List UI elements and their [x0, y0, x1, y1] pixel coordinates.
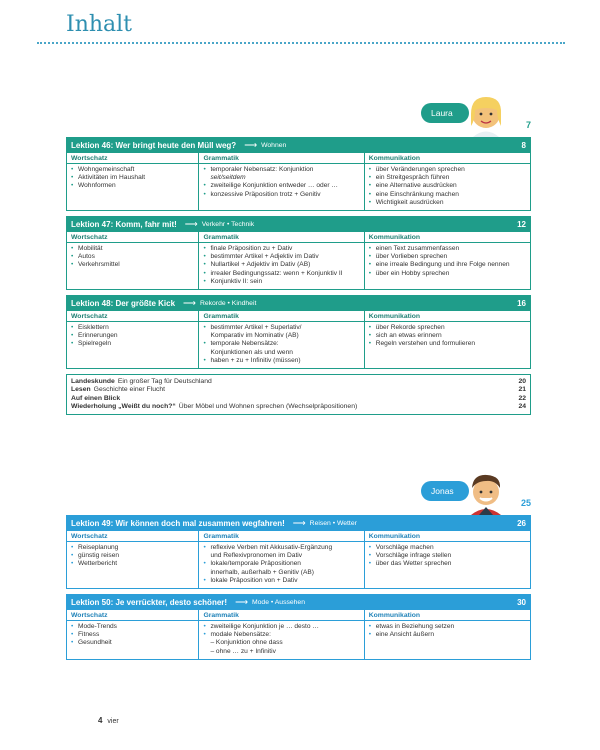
persona-label: Laura — [421, 103, 469, 123]
list-item: • Verkehrsmittel — [71, 261, 194, 269]
list-item: • Reiseplanung — [71, 544, 194, 552]
lesson-header[interactable] — [67, 595, 530, 610]
persona-page-number: 7 — [525, 120, 531, 130]
list-item: • bestimmter Artikel + Adjektiv im Dativ — [203, 253, 359, 261]
kommunikation-column — [364, 232, 530, 289]
lesson-topic: Rekorde • Kindheit — [199, 300, 257, 308]
list-item: • Vorschläge machen — [369, 544, 526, 552]
list-item: • eine irreale Bedingung und ihre Folge nennen — [369, 261, 526, 269]
list-item: • eine Alternative ausdrücken — [369, 182, 526, 190]
list-item: • irrealer Bedingungssatz: wenn + Konjunktiv II — [203, 270, 359, 278]
column-header: Kommunikation — [365, 232, 530, 243]
lesson-title: Lektion 47: Komm, fahr mit! — [71, 220, 177, 230]
column-header: Kommunikation — [365, 531, 530, 542]
extra-page: 24 — [518, 402, 526, 410]
list-item: • ein Streitgespräch führen — [369, 174, 526, 182]
lesson-header[interactable] — [67, 296, 530, 311]
lesson-page: 12 — [517, 220, 526, 230]
list-item: und Reflexivpronomen im Dativ — [210, 552, 303, 560]
title-divider — [37, 42, 565, 44]
list-item: • zweiteilige Konjunktion je … desto … — [203, 623, 359, 631]
list-item: • Fitness — [71, 631, 194, 639]
extra-page: 20 — [518, 378, 526, 386]
list-item: Komparativ im Nominativ (AB) — [210, 332, 299, 340]
lesson-header[interactable] — [67, 217, 530, 232]
list-item: • zweiteilige Konjunktion entweder … oder … — [203, 182, 359, 190]
section-jonas — [66, 470, 531, 660]
extra-text: Ein großer Tag für Deutschland — [117, 378, 212, 386]
list-item: • bestimmter Artikel + Superlativ/ — [203, 324, 359, 332]
lesson-topic: Mode • Aussehen — [251, 599, 305, 607]
column-header: Wortschatz — [67, 232, 198, 243]
extra-text: Geschichte einer Flucht — [93, 386, 166, 394]
lesson-title: Lektion 48: Der größte Kick — [71, 299, 176, 309]
extras-box — [66, 374, 531, 415]
extra-row-auf-einen-blick[interactable] — [71, 395, 526, 403]
grammatik-column — [198, 610, 363, 659]
grammatik-column — [198, 232, 363, 289]
lesson-topic: Wohnen — [261, 142, 287, 149]
extra-row-lesen[interactable] — [71, 386, 526, 394]
arrow-right-icon: ⟶ — [292, 518, 306, 528]
extra-page: 22 — [518, 394, 526, 402]
wortschatz-column — [67, 610, 198, 659]
lesson-header[interactable] — [67, 138, 530, 153]
lesson-page: 26 — [517, 519, 526, 528]
list-item: • über Veränderungen sprechen — [369, 166, 526, 174]
column-header: Wortschatz — [67, 153, 198, 164]
list-item: • eine Ansicht äußern — [369, 631, 526, 639]
list-item: • Spielregeln — [71, 340, 194, 348]
wortschatz-column — [67, 232, 198, 289]
list-item: • über ein Hobby sprechen — [369, 270, 526, 278]
list-item: • Konjunktiv II: sein — [203, 278, 359, 286]
extra-row-landeskunde[interactable] — [71, 378, 526, 386]
page-number: 4 — [98, 716, 103, 725]
list-item: • Erinnerungen — [71, 332, 194, 340]
lesson-50 — [66, 594, 531, 660]
list-item: innerhalb, außerhalb + Genitiv (AB) — [210, 568, 314, 576]
column-header: Kommunikation — [365, 610, 530, 621]
column-header: Kommunikation — [365, 311, 530, 322]
extra-key: Auf einen Blick — [71, 394, 121, 402]
column-header: Grammatik — [199, 232, 363, 243]
list-item: • lokale/temporale Präpositionen — [203, 560, 359, 568]
arrow-right-icon: ⟶ — [184, 219, 198, 230]
list-item: • Wohnformen — [71, 182, 194, 190]
woman-avatar-icon — [461, 92, 511, 137]
list-item: • Gesundheit — [71, 639, 194, 647]
section-laura — [66, 92, 531, 415]
extra-row-wiederholung[interactable] — [71, 403, 526, 411]
list-item: • Mobilität — [71, 245, 194, 253]
extra-key: Landeskunde — [71, 378, 115, 386]
list-item: – ohne … zu + Infinitiv — [210, 647, 276, 655]
arrow-right-icon: ⟶ — [183, 298, 196, 309]
lesson-header[interactable] — [67, 516, 530, 531]
kommunikation-column — [364, 153, 530, 210]
list-item: • Regeln verstehen und formulieren — [369, 340, 526, 348]
list-item: • günstig reisen — [71, 552, 194, 560]
column-header: Kommunikation — [365, 153, 530, 164]
lesson-48 — [66, 295, 531, 369]
extra-text: Über Möbel und Wohnen sprechen (Wechselpräpositionen) — [178, 402, 358, 410]
list-item: • Eisklettern — [71, 324, 194, 332]
grammatik-column — [198, 531, 363, 588]
list-item: • über das Wetter sprechen — [369, 560, 526, 568]
list-item: • Autos — [71, 253, 194, 261]
list-item: • Mode-Trends — [71, 623, 194, 631]
page-number-word: vier — [107, 718, 119, 725]
lesson-46 — [66, 137, 531, 211]
list-item: • Vorschläge infrage stellen — [369, 552, 526, 560]
column-header: Wortschatz — [67, 311, 198, 322]
grammatik-column — [198, 153, 363, 210]
lesson-page: 16 — [517, 299, 526, 309]
lesson-title: Lektion 46: Wer bringt heute den Müll weg? — [71, 141, 237, 150]
persona-header — [66, 470, 531, 510]
persona-label: Jonas — [421, 481, 469, 501]
lesson-47 — [66, 216, 531, 290]
extra-key: Wiederholung „Weißt du noch?“ — [71, 402, 176, 410]
page-title: Inhalt — [66, 12, 133, 37]
list-item: • temporaler Nebensatz: Konjunktion — [203, 166, 359, 174]
list-item: • Wichtigkeit ausdrücken — [369, 199, 526, 207]
list-item: • über Vorlieben sprechen — [369, 253, 526, 261]
column-header: Grammatik — [199, 153, 363, 164]
list-item: • lokale Präposition von + Dativ — [203, 577, 359, 585]
grammatik-column — [198, 311, 363, 368]
extra-key: Lesen — [71, 386, 91, 394]
column-header: Grammatik — [199, 610, 363, 621]
list-item: • Wetterbericht — [71, 560, 194, 568]
list-item: • Aktivitäten im Haushalt — [71, 174, 194, 182]
column-header: Grammatik — [199, 311, 363, 322]
arrow-right-icon: ⟶ — [235, 597, 248, 608]
wortschatz-column — [67, 531, 198, 588]
column-header: Wortschatz — [67, 610, 198, 621]
kommunikation-column — [364, 531, 530, 588]
kommunikation-column — [364, 311, 530, 368]
lesson-topic: Verkehr • Technik — [201, 221, 255, 229]
list-item: – Konjunktion ohne dass — [210, 639, 283, 647]
column-header: Wortschatz — [67, 531, 198, 542]
man-avatar-icon — [461, 470, 511, 515]
persona-header — [66, 92, 531, 132]
list-item: • Nullartikel + Adjektiv im Dativ (AB) — [203, 261, 359, 269]
wortschatz-column — [67, 153, 198, 210]
wortschatz-column — [67, 311, 198, 368]
extra-page: 21 — [518, 386, 526, 394]
list-item: Konjunktionen als und wenn — [210, 348, 293, 356]
kommunikation-column — [364, 610, 530, 659]
lesson-title: Lektion 50: Je verrückter, desto schöner! — [71, 598, 228, 608]
lesson-page: 30 — [517, 598, 526, 608]
list-item: • finale Präposition zu + Dativ — [203, 245, 359, 253]
list-item: • temporale Nebensätze: — [203, 340, 359, 348]
column-header: Grammatik — [199, 531, 363, 542]
list-item: • Wohngemeinschaft — [71, 166, 194, 174]
arrow-right-icon: ⟶ — [244, 140, 258, 150]
persona-page-number: 25 — [520, 498, 531, 508]
list-item: • etwas in Beziehung setzen — [369, 623, 526, 631]
lesson-page: 8 — [521, 141, 526, 150]
list-item: • konzessive Präposition trotz + Genitiv — [203, 191, 359, 199]
list-item: • über Rekorde sprechen — [369, 324, 526, 332]
lesson-title: Lektion 49: Wir können doch mal zusammen wegfahren! — [71, 519, 285, 528]
lesson-49 — [66, 515, 531, 589]
list-item: • haben + zu + Infinitiv (müssen) — [203, 357, 359, 365]
list-item: seit/seitdem — [210, 174, 246, 182]
list-item: • sich an etwas erinnern — [369, 332, 526, 340]
list-item: • eine Einschränkung machen — [369, 191, 526, 199]
lesson-topic: Reisen • Wetter — [309, 520, 357, 527]
page-footer — [98, 716, 119, 725]
list-item: • modale Nebensätze: — [203, 631, 359, 639]
list-item: • reflexive Verben mit Akkusativ-Ergänzung — [203, 544, 359, 552]
list-item: • einen Text zusammenfassen — [369, 245, 526, 253]
